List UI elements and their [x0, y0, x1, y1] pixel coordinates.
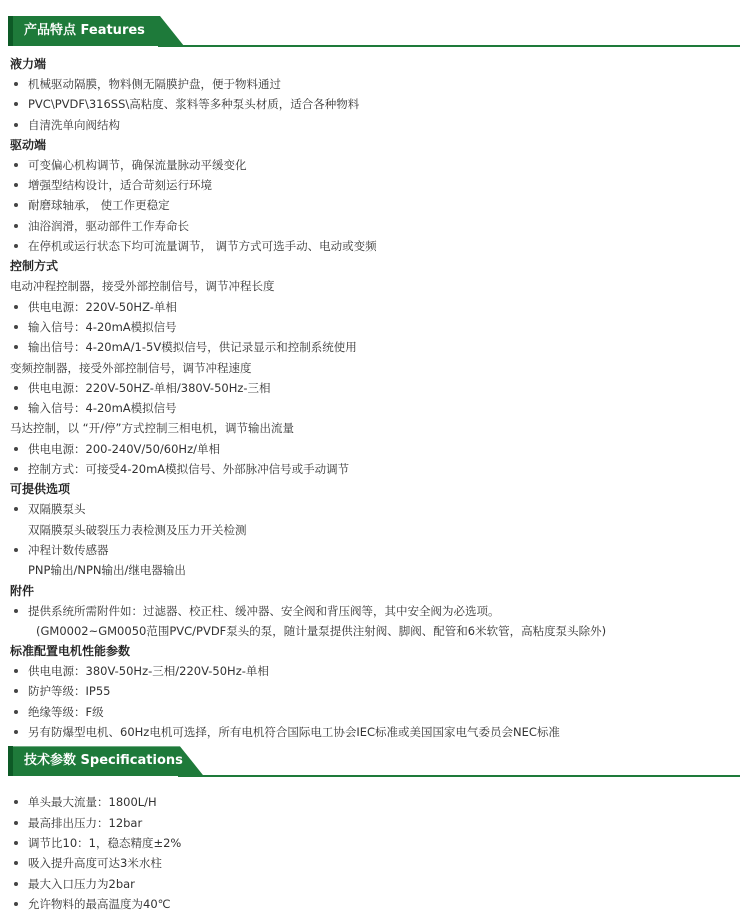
list-item: PVC\PVDF\316SS\高粘度、浆料等多种泵头材质，适合各种物料 — [10, 94, 750, 114]
control-intro-electric: 电动冲程控制器，接受外部控制信号，调节冲程长度 — [10, 279, 275, 294]
list-item: 调节比10：1，稳态精度±2% — [10, 833, 750, 853]
list-item: 吸入提升高度可达3米水柱 — [10, 853, 750, 873]
list-item: 供电电源：220V-50HZ-单相 — [10, 297, 750, 317]
section-heading-drive-end: 驱动端 — [10, 137, 47, 152]
section-heading-accessories: 附件 — [10, 583, 35, 598]
list-item: 增强型结构设计，适合苛刻运行环境 — [10, 175, 750, 195]
list-item: 耐磨球轴承， 使工作更稳定 — [10, 195, 750, 215]
list-item: 控制方式：可接受4-20mA模拟信号、外部脉冲信号或手动调节 — [10, 459, 750, 479]
list-item: 提供系统所需附件如：过滤器、校正柱、缓冲器、安全阀和背压阀等，其中安全阀为必选项。 — [10, 601, 750, 621]
list-item: 最高排出压力：12bar — [10, 813, 750, 833]
header-accent — [8, 16, 13, 46]
list-item-subtext: PNP输出/NPN输出/继电器输出 — [28, 563, 186, 578]
list-item: 输出信号：4-20mA/1-5V模拟信号，供记录显示和控制系统使用 — [10, 337, 750, 357]
list-item: 绝缘等级：F级 — [10, 702, 750, 722]
header-title: 产品特点 Features — [24, 23, 145, 38]
list-item: 可变偏心机构调节，确保流量脉动平缓变化 — [10, 155, 750, 175]
list-item: 输入信号：4-20mA模拟信号 — [10, 317, 750, 337]
control-intro-motor: 马达控制，以 “开/停”方式控制三相电机，调节输出流量 — [10, 421, 294, 436]
section-heading-liquid-end: 液力端 — [10, 57, 47, 71]
section-heading-options: 可提供选项 — [10, 482, 71, 497]
specifications-header — [8, 746, 740, 780]
list-item: 供电电源：380V-50Hz-三相/220V-50Hz-单相 — [10, 661, 750, 681]
list-item: 单头最大流量：1800L/H — [10, 792, 750, 812]
list-item: 防护等级：IP55 — [10, 681, 750, 701]
list-item: 允许物料的最高温度为40℃ — [10, 894, 750, 914]
list-item: 另有防爆型电机、60Hz电机可选择，所有电机符合国际电工协会IEC标准或美国国家电气委员会NEC标准 — [10, 722, 750, 742]
section-heading-control: 控制方式 — [10, 259, 59, 274]
list-item: 冲程计数传感器 — [10, 540, 750, 560]
header-rule — [158, 45, 740, 47]
list-item: 供电电源：200-240V/50/60Hz/单相 — [10, 439, 750, 459]
list-item: 双隔膜泵头 — [10, 499, 750, 519]
header-title: 技术参数 Specifications — [24, 753, 183, 769]
features-header — [8, 16, 740, 50]
list-item: 自清洗单向阀结构 — [10, 115, 750, 135]
list-item: 在停机或运行状态下均可流量调节， 调节方式可选手动、电动或变频 — [10, 236, 750, 256]
list-item: 输入信号：4-20mA模拟信号 — [10, 398, 750, 418]
accessories-note: (GM0002~GM0050范围PVC/PVDF泵头的泵，随计量泵提供注射阀、脚阀、配管和6米软管，高粘度泵头除外) — [36, 623, 607, 638]
header-accent — [8, 746, 13, 776]
list-item: 最大入口压力为2bar — [10, 874, 750, 894]
control-intro-vfd: 变频控制器，接受外部控制信号，调节冲程速度 — [10, 360, 252, 375]
section-heading-motor-spec: 标准配置电机性能参数 — [10, 644, 131, 659]
list-item-subtext: 双隔膜泵头破裂压力表检测及压力开关检测 — [28, 522, 247, 537]
list-item: 供电电源：220V-50HZ-单相/380V-50Hz-三相 — [10, 378, 750, 398]
list-item: 机械驱动隔膜，物料侧无隔膜护盘，便于物料通过 — [10, 74, 750, 94]
list-item: 油浴润滑，驱动部件工作寿命长 — [10, 216, 750, 236]
header-rule — [178, 775, 740, 777]
